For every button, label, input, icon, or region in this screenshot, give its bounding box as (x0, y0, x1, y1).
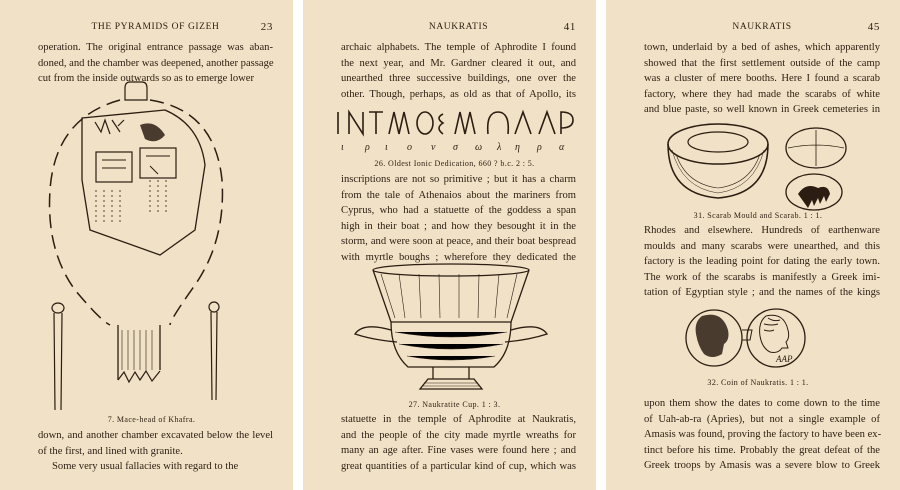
page-number: 41 (563, 21, 576, 33)
text-line: factory is the leading point for dating the early town. (644, 256, 880, 268)
header-title: THE PYRAMIDS OF GIZEH (91, 22, 220, 32)
header-title: NAUKRATIS (732, 22, 792, 32)
page-number: 45 (867, 21, 880, 33)
coin-caption: 32. Coin of Naukratis. 1 : 1. (707, 378, 809, 387)
coin-head-obverse (696, 315, 729, 357)
svg-text:ρ: ρ (537, 142, 542, 153)
naukratite-cup-illustration (303, 262, 596, 397)
body-text-bottom (341, 412, 576, 474)
book-page-23 (0, 0, 293, 490)
figure-caption: 31. Scarab Mould and Scarab. 1 : 1. (693, 211, 823, 220)
page-number: 23 (260, 21, 273, 33)
text-line: great quantities of a particular kind of cup, which was (341, 460, 576, 472)
figure-caption: 7. Mace-head of Khafra. (107, 415, 196, 424)
text-line: town, underlaid by a bed of ashes, which apparently (644, 42, 880, 53)
body-text-middle (341, 172, 576, 266)
text-line: showed that the first settlement outside of the camp (644, 57, 880, 69)
coin-head-reverse (760, 315, 789, 352)
scarab-base-hieroglyph (798, 186, 830, 208)
body-text-top (341, 40, 576, 102)
text-line: Rhodes and elsewhere. Hundreds of earthenware (644, 225, 880, 236)
scarab-mould-illustration (606, 114, 900, 210)
text-line: tinct before his time. Probably the great defeat of the (644, 444, 880, 456)
coin-legend: ΑΑΡ (776, 354, 793, 364)
body-text-bottom (38, 428, 273, 475)
svg-text:η: η (515, 142, 520, 153)
svg-text:ι: ι (385, 142, 388, 153)
svg-text:ν: ν (431, 142, 436, 153)
text-line: was a cluster of mere booths. Here I found a scarab (644, 73, 880, 85)
svg-text:ι: ι (341, 142, 344, 153)
text-line: Amasis was found, proving the factory to have been ex- (644, 429, 882, 441)
mace-head-illustration (0, 80, 293, 410)
book-page-45 (606, 0, 900, 490)
svg-text:σ: σ (453, 142, 458, 153)
svg-text:λ: λ (497, 142, 502, 153)
text-line: Some very usual fallacies with regard to the (52, 461, 239, 473)
text-line: the next year, and Mr. Gardner cleared it out, and (341, 57, 576, 69)
text-line: down, and another chamber excavated below the level (38, 430, 273, 441)
svg-text:ω: ω (475, 142, 483, 153)
inscription-caption: 26. Oldest Ionic Dedication, 660 ? b.c. 2 : 5. (374, 159, 535, 168)
body-text-middle (644, 223, 880, 301)
text-line: Cyprus, who had a statuette of the goddess a span (341, 205, 576, 217)
text-line: from the tale of Athenaios about the mariners from (341, 189, 576, 201)
text-line: factory, where they had made the scarabs of white (644, 88, 880, 100)
text-line: high in their boat ; and how they besought it in the (341, 220, 576, 232)
text-line: unearthed three successive buildings, one over the (341, 73, 576, 85)
header-title: NAUKRATIS (428, 22, 489, 32)
body-text-bottom (644, 396, 880, 474)
text-line: operation. The original entrance passage was aban- (38, 42, 273, 53)
text-line: of the first, and lined with granite. (38, 445, 183, 457)
naukratis-coin-illustration (606, 302, 900, 376)
svg-text:ο: ο (407, 142, 412, 153)
text-line: Greek troops by Amasis was a severe blow to Greek (644, 460, 880, 472)
ionic-inscription-illustration (303, 106, 596, 156)
text-line: many an age after. Fine vases were found here ; and (341, 445, 576, 457)
text-line: doned, and the chamber was deepened, another passage (38, 57, 274, 69)
text-line: and the people of the city made myrtle wreaths for (341, 429, 576, 441)
text-line: moulds and many scarabs were unearthed, and this (644, 240, 880, 252)
text-line: tation of Egyptian style ; and the names of the kings (644, 287, 880, 299)
text-line: storm, and were soon at peace, and their boat bespread (341, 236, 576, 248)
text-line: other. Though, perhaps, as old as that of Apollo, its (341, 88, 576, 100)
svg-text:α: α (559, 142, 565, 153)
text-line: with myrtle boughs ; wherefore they dedicated the (341, 251, 576, 263)
body-text-top (644, 40, 880, 118)
text-line: archaic alphabets. The temple of Aphrodite I found (341, 42, 576, 53)
text-line: and blue paste, so well known in Greek cemeteries in (644, 104, 880, 116)
text-line: The work of the scarabs is manifestly a Greek imi- (644, 271, 880, 283)
text-line: statuette in the temple of Aphrodite at Naukratis, (341, 414, 576, 425)
figure-caption: 27. Naukratite Cup. 1 : 3. (408, 400, 501, 409)
text-line: inscriptions are not so primitive ; but it has a charm (341, 174, 576, 185)
svg-text:ρ: ρ (365, 142, 370, 153)
book-page-41 (303, 0, 596, 490)
text-line: of Uah-ab-ra (Apries), but not a single example of (644, 413, 880, 425)
text-line: upon them show the dates to come down to the time (644, 398, 880, 409)
text-line: cut from the inside outwards so as to emerge lower (38, 73, 255, 85)
